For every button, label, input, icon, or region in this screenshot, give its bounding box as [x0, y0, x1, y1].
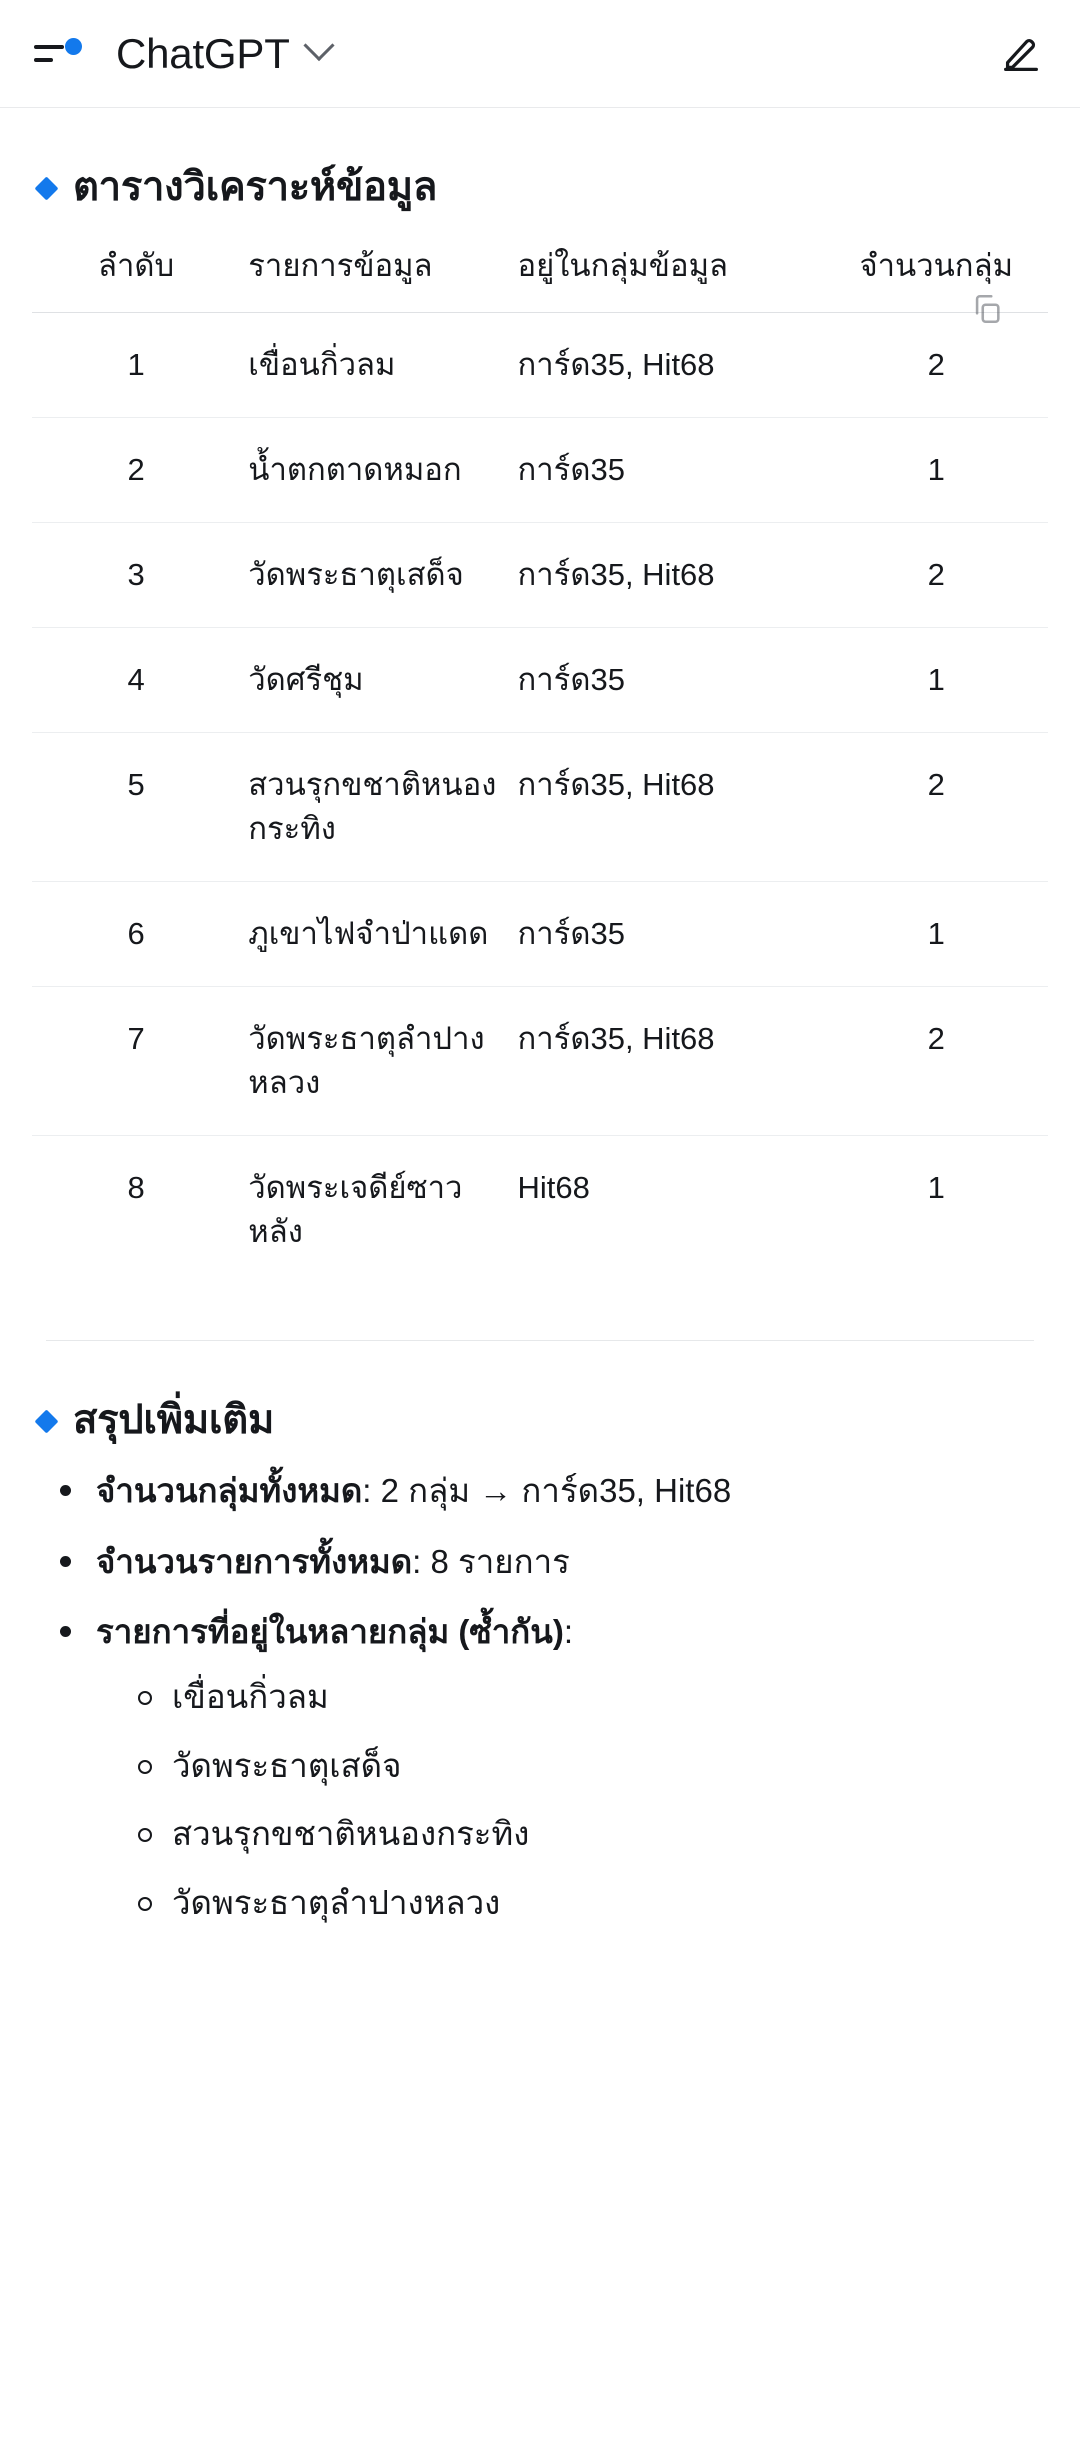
list-item: วัดพระธาตุลำปางหลวง	[124, 1881, 1048, 1926]
cell-groups: การ์ด35	[510, 417, 825, 522]
cell-count: 1	[927, 1169, 945, 1205]
summary-label: จำนวนรายการทั้งหมด	[96, 1542, 413, 1580]
list-item	[46, 1540, 1048, 1585]
cell-item: วัดพระธาตุเสด็จ	[240, 522, 509, 627]
table-section-heading	[38, 154, 1048, 218]
summary-label: รายการที่อยู่ในหลายกลุ่ม (ซ้ำกัน)	[96, 1613, 564, 1651]
cell-no: 5	[32, 732, 240, 881]
cell-groups: การ์ด35	[510, 881, 825, 986]
cell-no: 2	[32, 417, 240, 522]
duplicate-items-list	[96, 1675, 1048, 1925]
table-section-title: ตารางวิเคราะห์ข้อมูล	[73, 165, 438, 209]
menu-icon-bar-2	[34, 58, 53, 62]
cell-no: 3	[32, 522, 240, 627]
menu-icon-notification-dot	[65, 38, 82, 55]
analysis-table	[32, 240, 1048, 1284]
list-item: สวนรุกขชาติหนองกระทิง	[124, 1812, 1048, 1857]
list-item	[46, 1469, 1048, 1514]
cell-no: 4	[32, 627, 240, 732]
list-item: เขื่อนกิ่วลม	[124, 1675, 1048, 1720]
cell-count: 1	[824, 417, 1048, 522]
table-col-header-groups: อยู่ในกลุ่มข้อมูล	[517, 248, 729, 283]
page-title: ChatGPT	[116, 29, 290, 77]
cell-groups: การ์ด35, Hit68	[510, 732, 825, 881]
cell-item: ภูเขาไฟจำป่าแดด	[240, 881, 509, 986]
app-header	[0, 0, 1080, 108]
cell-no: 6	[32, 881, 240, 986]
cell-item: วัดศรีชุม	[240, 627, 509, 732]
table-row	[32, 627, 1048, 732]
list-item	[46, 1610, 1048, 1925]
cell-count: 2	[824, 312, 1048, 417]
summary-heading	[38, 1387, 1048, 1451]
summary-value: : 2 กลุ่ม → การ์ด35, Hit68	[362, 1472, 732, 1510]
table-header-row	[32, 240, 1048, 312]
cell-count: 2	[824, 522, 1048, 627]
table-row	[32, 1135, 1048, 1284]
compose-icon[interactable]	[998, 31, 1044, 77]
summary-value: :	[563, 1613, 573, 1651]
summary-value: : 8 รายการ	[412, 1542, 570, 1580]
cell-item: วัดพระธาตุลำปางหลวง	[240, 986, 509, 1135]
diamond-bullet-icon	[34, 176, 58, 200]
cell-groups: การ์ด35, Hit68	[510, 522, 825, 627]
list-item: วัดพระธาตุเสด็จ	[124, 1744, 1048, 1789]
table-row	[32, 881, 1048, 986]
cell-count: 2	[824, 732, 1048, 881]
table-col-header-count: จำนวนกลุ่ม	[859, 248, 1013, 283]
cell-count: 1	[824, 881, 1048, 986]
summary-section	[32, 1387, 1048, 1925]
chevron-down-icon[interactable]	[303, 29, 334, 60]
cell-item: เขื่อนกิ่วลม	[240, 312, 509, 417]
cell-count: 1	[824, 627, 1048, 732]
summary-list	[32, 1469, 1048, 1925]
cell-item: สวนรุกขชาติหนองกระทิง	[240, 732, 509, 881]
cell-no: 8	[127, 1169, 145, 1205]
diamond-bullet-icon	[34, 1409, 58, 1433]
menu-icon[interactable]	[34, 31, 80, 77]
table-col-header-no: ลำดับ	[98, 248, 175, 283]
table-row	[32, 522, 1048, 627]
table-wrapper	[32, 240, 1048, 1284]
table-col-header-item: รายการข้อมูล	[248, 248, 433, 283]
table-row	[32, 986, 1048, 1135]
table-row	[32, 732, 1048, 881]
summary-label: จำนวนกลุ่มทั้งหมด	[96, 1472, 363, 1510]
cell-groups: การ์ด35, Hit68	[510, 986, 825, 1135]
cell-count: 2	[824, 986, 1048, 1135]
cell-no: 7	[32, 986, 240, 1135]
menu-icon-bar-1	[34, 45, 64, 49]
cell-item: วัดพระเจดีย์ซาวหลัง	[248, 1169, 463, 1249]
cell-groups: การ์ด35, Hit68	[510, 312, 825, 417]
summary-section-title: สรุปเพิ่มเติม	[73, 1398, 275, 1443]
table-row	[32, 312, 1048, 417]
cell-no: 1	[32, 312, 240, 417]
table-row	[32, 417, 1048, 522]
section-divider	[46, 1340, 1034, 1342]
message-content	[0, 108, 1080, 1925]
cell-groups: Hit68	[517, 1169, 590, 1205]
copy-icon[interactable]	[970, 292, 1004, 326]
cell-item: น้ำตกตาดหมอก	[240, 417, 509, 522]
cell-groups: การ์ด35	[510, 627, 825, 732]
